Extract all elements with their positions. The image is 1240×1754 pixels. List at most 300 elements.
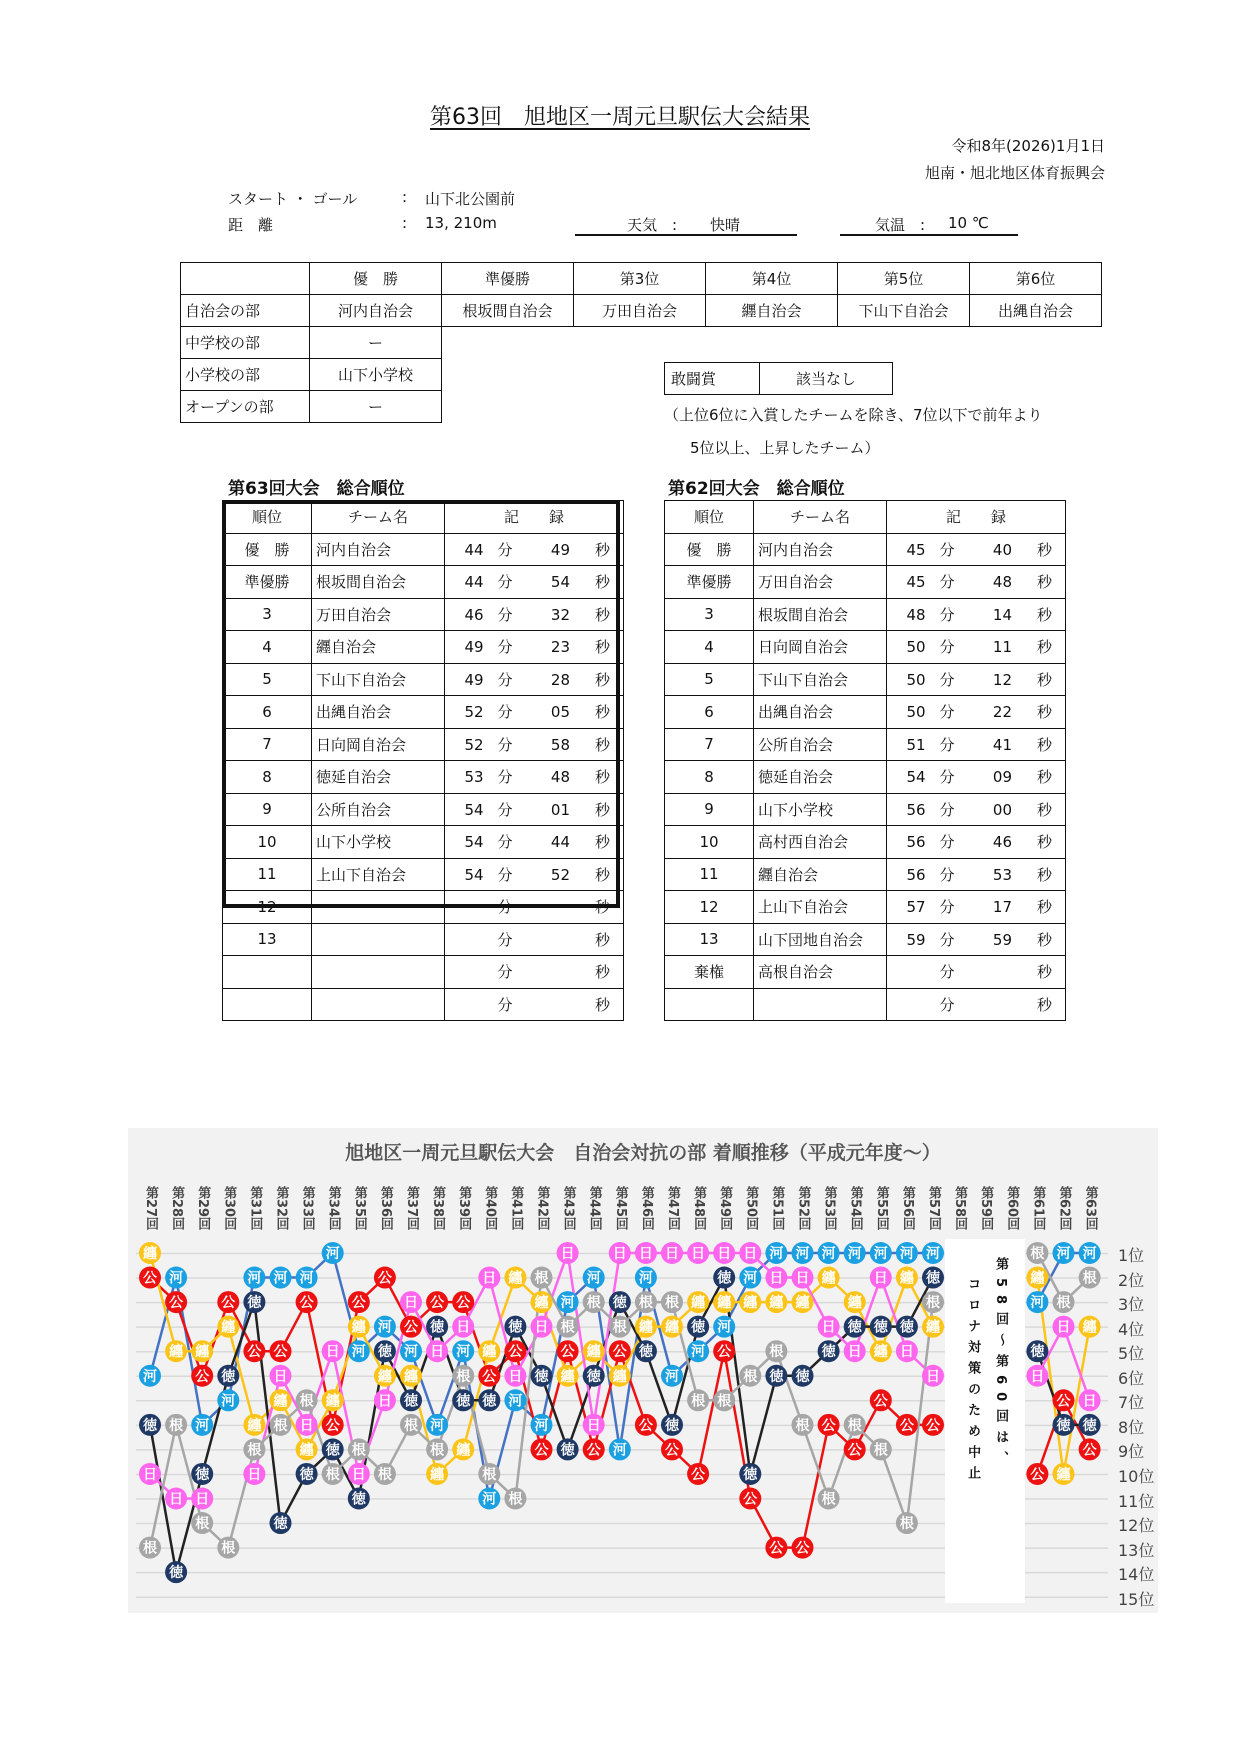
rank-cell: 11 [223, 858, 312, 891]
marker-label: 徳 [195, 1466, 210, 1483]
marker-label: 河 [351, 1344, 366, 1361]
awards-cell: ー [310, 327, 442, 359]
y-tick-label: 7位 [1118, 1393, 1145, 1413]
seconds: 48 [550, 768, 570, 787]
minutes: 57 [906, 898, 926, 917]
marker-label: 河 [534, 1417, 549, 1434]
marker-label: 纏 [873, 1344, 888, 1361]
rank-cell: 3 [665, 598, 754, 631]
marker-label: 徳 [482, 1393, 497, 1410]
data-point [661, 1316, 683, 1338]
data-point [765, 1267, 787, 1289]
data-point [531, 1414, 553, 1436]
marker-label: 公 [221, 1295, 236, 1312]
marker-label: 日 [169, 1491, 184, 1508]
awards-division-label: 中学校の部 [181, 327, 310, 359]
marker-label: 纏 [560, 1368, 575, 1385]
marker-label: 徳 [325, 1442, 340, 1459]
marker-label: 徳 [586, 1368, 601, 1385]
min-unit: 分 [497, 670, 513, 689]
data-point [583, 1340, 605, 1362]
x-tick-label: 第52回 [795, 1186, 811, 1231]
temperature-value: 10 ℃ [948, 214, 989, 232]
data-point [531, 1316, 553, 1338]
time-cell [445, 891, 624, 924]
data-point [243, 1340, 265, 1362]
rank-cell: 8 [223, 761, 312, 794]
time-cell [445, 696, 624, 729]
blank [442, 327, 1102, 359]
table-row [665, 663, 1066, 696]
marker-label: 纏 [221, 1319, 236, 1336]
marker-label: 公 [899, 1417, 914, 1434]
data-point [348, 1291, 370, 1313]
awards-cell: 下山下自治会 [838, 295, 970, 327]
data-point [478, 1340, 500, 1362]
team-cell: 山下小学校 [754, 793, 887, 826]
sec-unit: 秒 [594, 768, 610, 787]
data-point [217, 1389, 239, 1411]
x-tick-label: 第43回 [560, 1186, 576, 1231]
team-cell: 高村西自治会 [754, 826, 887, 859]
marker-label: 徳 [299, 1466, 314, 1483]
data-point [765, 1242, 787, 1264]
table-row [223, 956, 624, 989]
seconds: 40 [992, 540, 1012, 559]
data-point [217, 1291, 239, 1313]
rank-cell: 9 [665, 793, 754, 826]
data-point [1079, 1389, 1101, 1411]
marker-label: 日 [377, 1393, 392, 1410]
note-text-2: コロナ対策のため中止 [965, 1277, 981, 1487]
marker-label: 纏 [377, 1368, 392, 1385]
time-cell [445, 631, 624, 664]
data-point [687, 1316, 709, 1338]
data-point [322, 1389, 344, 1411]
marker-label: 根 [325, 1466, 340, 1483]
marker-label: 公 [1082, 1442, 1097, 1459]
table-row [665, 891, 1066, 924]
marker-label: 纏 [247, 1417, 262, 1434]
marker-label: 公 [638, 1417, 653, 1434]
data-point [870, 1242, 892, 1264]
marker-label: 根 [482, 1466, 497, 1483]
awards-header-cell: 第4位 [706, 263, 838, 295]
marker-label: 徳 [273, 1516, 288, 1533]
seconds: 32 [550, 605, 570, 624]
marker-label: 根 [586, 1295, 601, 1312]
ranking62-title: 第62回大会 総合順位 [668, 479, 845, 499]
marker-label: 纏 [926, 1319, 940, 1336]
data-point [713, 1267, 735, 1289]
table-row [665, 566, 1066, 599]
x-tick-label: 第29回 [195, 1186, 211, 1231]
data-point [687, 1242, 709, 1264]
y-tick-label: 4位 [1118, 1319, 1145, 1339]
marker-label: 公 [456, 1295, 471, 1312]
team-cell: 日向岡自治会 [312, 728, 445, 761]
data-point [922, 1291, 944, 1313]
marker-label: 日 [743, 1246, 758, 1262]
ranking63-title: 第63回大会 総合順位 [228, 479, 405, 499]
marker-label: 根 [873, 1442, 888, 1459]
x-tick-label: 第28回 [169, 1186, 185, 1231]
x-tick-label: 第35回 [351, 1186, 367, 1231]
marker-label: 纏 [299, 1442, 314, 1459]
sec-unit: 秒 [594, 605, 610, 624]
table-row [665, 793, 1066, 826]
minutes: 53 [464, 768, 484, 787]
marker-label: 公 [482, 1368, 497, 1385]
data-point [374, 1389, 396, 1411]
rank-cell: 優 勝 [665, 533, 754, 566]
table-row [665, 923, 1066, 956]
marker-label: 根 [299, 1393, 314, 1410]
weather-value: 快晴 [710, 216, 741, 234]
awards-table [180, 262, 1102, 423]
data-point [374, 1267, 396, 1289]
data-point [687, 1340, 709, 1362]
team-cell: 下山下自治会 [754, 663, 887, 696]
data-point [713, 1389, 735, 1411]
marker-label: 日 [273, 1368, 288, 1385]
marker-label: 根 [404, 1417, 418, 1434]
data-point [374, 1316, 396, 1338]
fighting-spirit-table [664, 362, 893, 395]
column-header: 順位 [665, 501, 754, 534]
cancellation-note [945, 1239, 1025, 1603]
start-goal-label: スタート ・ ゴール [228, 190, 358, 208]
data-point [1026, 1291, 1048, 1313]
data-point [322, 1340, 344, 1362]
data-point [1026, 1267, 1048, 1289]
data-point [296, 1438, 318, 1460]
team-cell: 高根自治会 [754, 956, 887, 989]
team-cell: 公所自治会 [312, 793, 445, 826]
sec-unit: 秒 [594, 833, 610, 852]
table-row [223, 598, 624, 631]
table-row [665, 696, 1066, 729]
data-point [139, 1242, 161, 1264]
sec-unit: 秒 [1036, 540, 1052, 559]
x-tick-label: 第38回 [430, 1186, 446, 1231]
data-point [661, 1414, 683, 1436]
rank-cell: 6 [223, 696, 312, 729]
marker-label: 徳 [169, 1565, 184, 1582]
data-point [739, 1488, 761, 1510]
marker-label: 日 [456, 1319, 471, 1336]
marker-label: 徳 [560, 1442, 575, 1459]
sec-unit: 秒 [1036, 865, 1052, 884]
data-point [844, 1291, 866, 1313]
minutes: 56 [906, 833, 926, 852]
marker-label: 根 [1056, 1295, 1071, 1312]
data-point [531, 1291, 553, 1313]
data-point [583, 1438, 605, 1460]
sec-unit: 秒 [1036, 963, 1052, 982]
marker-label: 徳 [691, 1319, 706, 1336]
marker-label: 河 [430, 1417, 445, 1434]
marker-label: 纏 [456, 1442, 471, 1459]
min-unit: 分 [939, 573, 955, 592]
marker-label: 纏 [195, 1344, 210, 1361]
sec-unit: 秒 [1036, 573, 1052, 592]
data-point [792, 1242, 814, 1264]
x-tick-label: 第62回 [1056, 1186, 1072, 1231]
x-tick-label: 第37回 [404, 1186, 419, 1231]
table-row [665, 826, 1066, 859]
data-point [1026, 1340, 1048, 1362]
data-point [713, 1242, 735, 1264]
marker-label: 公 [1056, 1393, 1071, 1410]
data-point [348, 1463, 370, 1485]
marker-label: 徳 [508, 1319, 523, 1336]
data-point [896, 1316, 918, 1338]
marker-label: 河 [1030, 1295, 1045, 1312]
marker-label: 河 [456, 1344, 471, 1361]
data-point [270, 1340, 292, 1362]
awards-row-jichikai [181, 295, 1102, 327]
data-point [922, 1267, 944, 1289]
rank-cell: 7 [223, 728, 312, 761]
organizer: 旭南・旭北地区体育振興会 [924, 164, 1105, 182]
time-cell [445, 858, 624, 891]
data-point [687, 1291, 709, 1313]
marker-label: 徳 [1030, 1344, 1045, 1361]
team-cell [312, 956, 445, 989]
data-point [374, 1463, 396, 1485]
time-cell [887, 891, 1066, 924]
awards-cell: ー [310, 391, 442, 423]
marker-label: 纏 [795, 1295, 810, 1312]
data-point [322, 1414, 344, 1436]
data-point [896, 1340, 918, 1362]
marker-label: 公 [873, 1393, 888, 1410]
marker-label: 根 [273, 1417, 288, 1434]
marker-label: 根 [743, 1368, 758, 1385]
data-point [1079, 1267, 1101, 1289]
minutes: 45 [906, 540, 926, 559]
x-tick-label: 第39回 [456, 1186, 472, 1231]
marker-label: 公 [195, 1368, 210, 1385]
min-unit: 分 [939, 898, 955, 917]
marker-label: 纏 [508, 1270, 523, 1287]
data-point [739, 1242, 761, 1264]
data-point [243, 1267, 265, 1289]
marker-label: 纏 [534, 1295, 549, 1312]
awards-cell: 根坂間自治会 [442, 295, 574, 327]
data-point [426, 1316, 448, 1338]
data-point [139, 1267, 161, 1289]
ranking63-wrap [222, 500, 624, 1021]
time-cell [887, 663, 1066, 696]
data-point [713, 1340, 735, 1362]
x-tick-label: 第58回 [952, 1186, 968, 1231]
rank-cell: 7 [665, 728, 754, 761]
table-row [665, 598, 1066, 631]
data-point [896, 1267, 918, 1289]
data-point [452, 1291, 474, 1313]
seconds: 54 [550, 573, 570, 592]
x-tick-label: 第42回 [534, 1186, 550, 1231]
x-tick-label: 第27回 [143, 1186, 158, 1231]
marker-label: 日 [847, 1344, 862, 1361]
x-tick-label: 第61回 [1030, 1186, 1046, 1231]
column-header: 順位 [223, 501, 312, 534]
marker-label: 河 [143, 1368, 157, 1385]
y-tick-label: 1位 [1118, 1246, 1145, 1265]
marker-label: 纏 [169, 1344, 184, 1361]
sec-unit: 秒 [594, 963, 610, 982]
marker-label: 根 [351, 1442, 366, 1459]
marker-label: 公 [795, 1540, 810, 1557]
data-point [139, 1537, 161, 1559]
marker-label: 河 [169, 1270, 184, 1287]
data-point [452, 1438, 474, 1460]
data-point [296, 1389, 318, 1411]
column-header: 記 録 [445, 501, 624, 534]
sec-unit: 秒 [1036, 768, 1052, 787]
awards-header-cell: 第3位 [574, 263, 706, 295]
data-point [478, 1267, 500, 1289]
table-row [223, 696, 624, 729]
team-cell [312, 988, 445, 1021]
team-cell: 万田自治会 [754, 566, 887, 599]
sec-unit: 秒 [594, 540, 610, 559]
data-point [191, 1463, 213, 1485]
marker-label: 公 [847, 1442, 862, 1459]
seconds: 44 [550, 833, 570, 852]
x-tick-label: 第41回 [508, 1186, 524, 1231]
marker-label: 根 [430, 1442, 445, 1459]
time-cell [445, 533, 624, 566]
marker-label: 徳 [873, 1319, 888, 1336]
sec-unit: 秒 [594, 735, 610, 754]
data-point [504, 1488, 526, 1510]
marker-label: 河 [404, 1344, 418, 1361]
marker-label: 公 [404, 1319, 418, 1336]
minutes: 48 [906, 605, 926, 624]
marker-label: 徳 [795, 1368, 810, 1385]
marker-label: 根 [221, 1540, 236, 1557]
sec-unit: 秒 [594, 638, 610, 657]
data-point [400, 1340, 422, 1362]
min-unit: 分 [497, 638, 513, 657]
data-point [557, 1316, 579, 1338]
marker-label: 徳 [769, 1368, 784, 1385]
team-cell: 上山下自治会 [754, 891, 887, 924]
awards-division-label: オープンの部 [181, 391, 310, 423]
seconds: 11 [992, 638, 1012, 657]
y-tick-label: 9位 [1118, 1442, 1145, 1462]
time-cell [445, 793, 624, 826]
marker-label: 河 [1082, 1246, 1097, 1262]
marker-label: 公 [508, 1344, 523, 1361]
team-cell: 山下小学校 [312, 826, 445, 859]
page-title-text: 第63回 旭地区一周元旦駅伝大会結果 [430, 105, 810, 130]
awards-header-cell: 第6位 [970, 263, 1102, 295]
x-tick-label: 第59回 [978, 1186, 994, 1231]
data-point [426, 1291, 448, 1313]
min-unit: 分 [497, 930, 513, 949]
data-point [609, 1291, 631, 1313]
data-point [243, 1414, 265, 1436]
data-point [504, 1389, 526, 1411]
awards-header-cell: 準優勝 [442, 263, 574, 295]
series-line-1 [1037, 1400, 1089, 1474]
marker-label: 公 [169, 1295, 184, 1312]
team-cell: 日向岡自治会 [754, 631, 887, 664]
time-cell [887, 793, 1066, 826]
marker-label: 根 [169, 1417, 184, 1434]
data-point [504, 1316, 526, 1338]
marker-label: 日 [560, 1246, 575, 1262]
data-point [922, 1242, 944, 1264]
marker-label: 河 [482, 1491, 497, 1508]
marker-label: 纏 [143, 1246, 157, 1262]
header-row [665, 501, 1066, 534]
data-point [609, 1340, 631, 1362]
marker-label: 根 [508, 1491, 523, 1508]
rank-cell: 5 [665, 663, 754, 696]
marker-label: 公 [299, 1295, 314, 1312]
data-point [765, 1537, 787, 1559]
marker-label: 纏 [717, 1295, 732, 1312]
min-unit: 分 [497, 800, 513, 819]
rank-cell: 13 [223, 923, 312, 956]
y-tick-label: 12位 [1118, 1516, 1155, 1536]
marker-label: 徳 [534, 1368, 549, 1385]
data-point [1079, 1316, 1101, 1338]
min-unit: 分 [939, 670, 955, 689]
x-tick-label: 第57回 [926, 1186, 941, 1231]
min-unit: 分 [497, 865, 513, 884]
data-point [583, 1267, 605, 1289]
data-point [792, 1267, 814, 1289]
marker-label: 根 [717, 1393, 732, 1410]
data-point [818, 1488, 840, 1510]
data-point [478, 1389, 500, 1411]
marker-label: 徳 [404, 1393, 418, 1410]
data-point [896, 1242, 918, 1264]
data-point [217, 1537, 239, 1559]
marker-label: 纏 [743, 1295, 758, 1312]
time-cell [887, 858, 1066, 891]
time-cell [445, 761, 624, 794]
data-point [557, 1438, 579, 1460]
column-header: チーム名 [754, 501, 887, 534]
marker-label: 日 [1030, 1368, 1045, 1385]
minutes: 49 [464, 670, 484, 689]
marker-label: 河 [247, 1270, 262, 1287]
note-text-1: 第58回〜第60回は、 [993, 1257, 1009, 1473]
marker-label: 根 [1030, 1246, 1045, 1262]
data-point [400, 1316, 422, 1338]
rank-cell: 13 [665, 923, 754, 956]
marker-label: 日 [195, 1491, 210, 1508]
data-point [191, 1512, 213, 1534]
table-row [223, 826, 624, 859]
sec-unit: 秒 [1036, 605, 1052, 624]
data-point [165, 1267, 187, 1289]
seconds: 53 [992, 865, 1012, 884]
column-header: 記 録 [887, 501, 1066, 534]
data-point [922, 1414, 944, 1436]
min-unit: 分 [939, 865, 955, 884]
data-point [426, 1463, 448, 1485]
marker-label: 纏 [612, 1368, 627, 1385]
seconds: 17 [992, 898, 1012, 917]
